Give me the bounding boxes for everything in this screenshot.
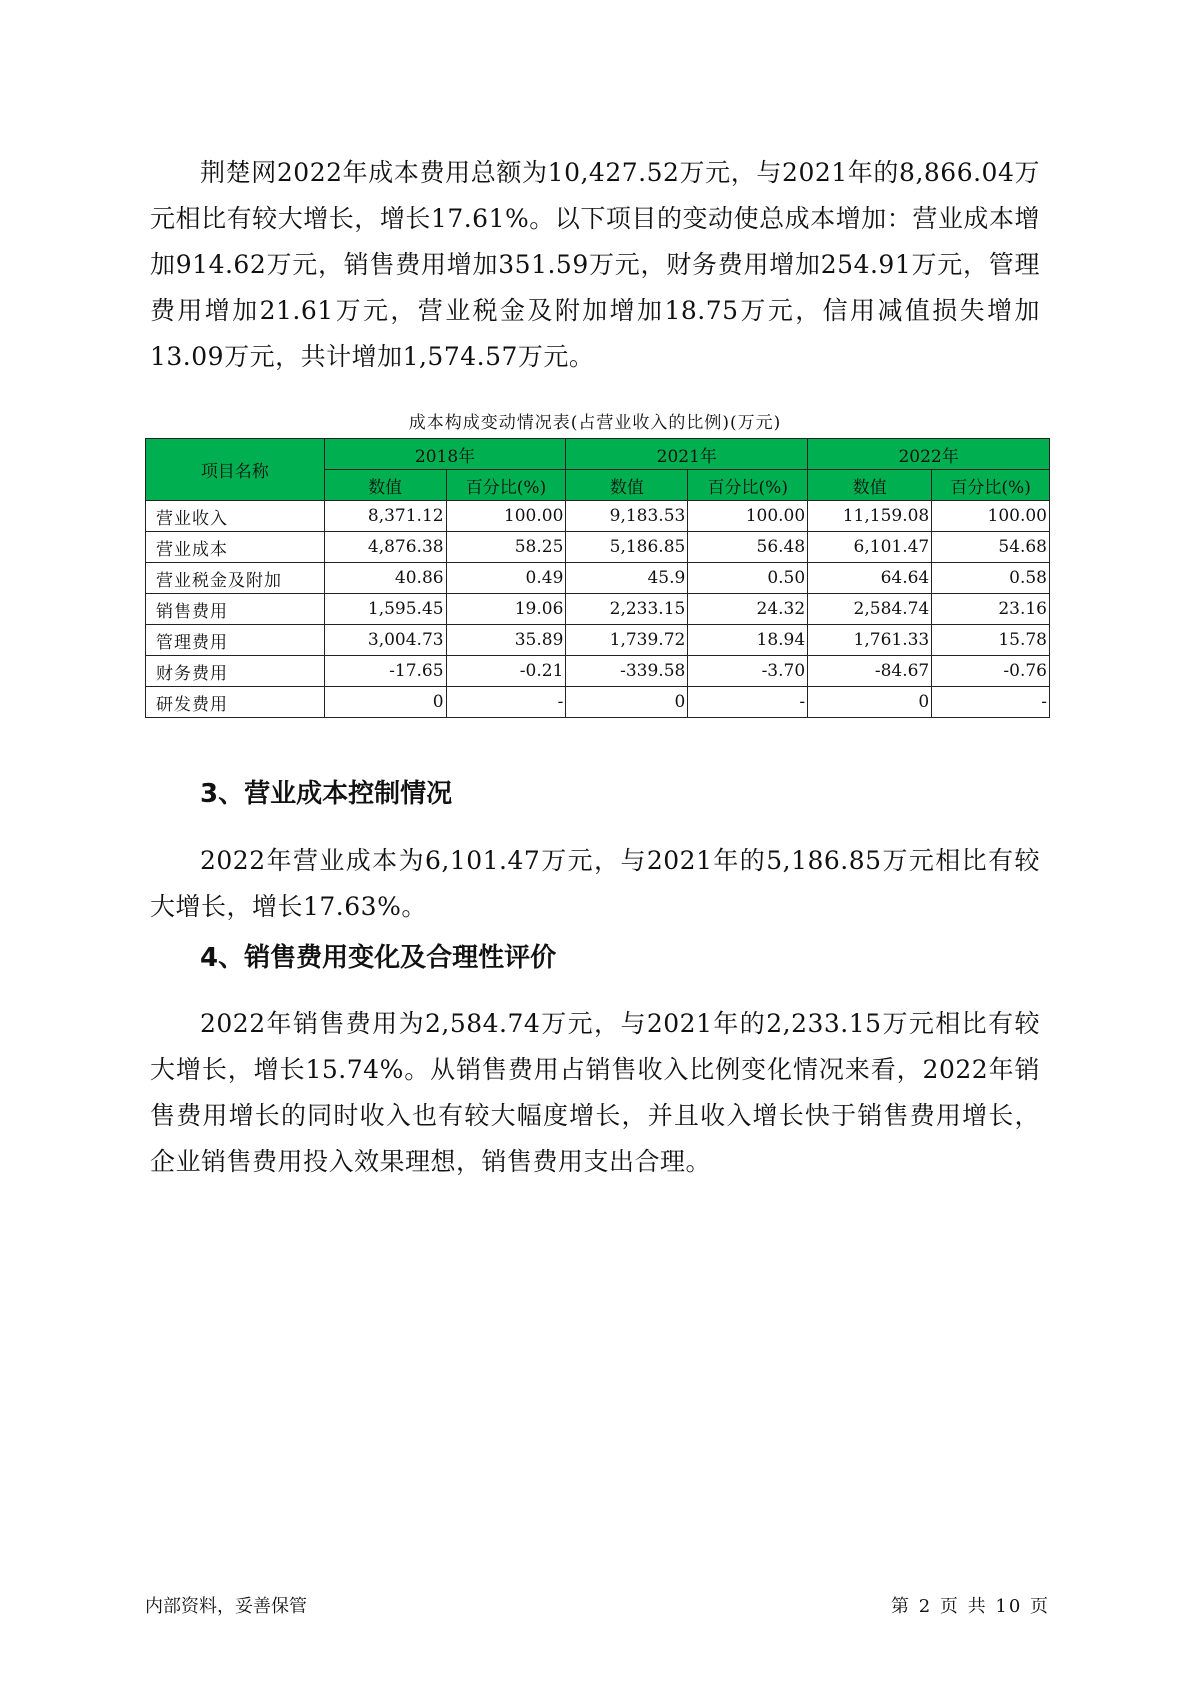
cell-percent: 0.50 <box>688 563 808 594</box>
cost-structure-table <box>145 438 1050 718</box>
cell-percent: 23.16 <box>932 594 1050 625</box>
header-item-name: 项目名称 <box>146 439 325 501</box>
cell-value: 8,371.12 <box>324 501 446 532</box>
cell-percent: -0.21 <box>446 656 566 687</box>
cell-value: 2,584.74 <box>808 594 932 625</box>
cell-percent: 24.32 <box>688 594 808 625</box>
cell-percent: - <box>932 687 1050 718</box>
cell-value: 5,186.85 <box>566 532 688 563</box>
cell-percent: -0.76 <box>932 656 1050 687</box>
header-percent: 百分比(%) <box>446 470 566 501</box>
cell-percent: 0.58 <box>932 563 1050 594</box>
cell-value: 6,101.47 <box>808 532 932 563</box>
cell-value: 3,004.73 <box>324 625 446 656</box>
cell-value: -84.67 <box>808 656 932 687</box>
header-percent: 百分比(%) <box>932 470 1050 501</box>
cell-value: 0 <box>566 687 688 718</box>
cell-percent: 15.78 <box>932 625 1050 656</box>
table-row <box>146 656 1050 687</box>
table-header-row-years <box>146 439 1050 470</box>
footer-page-number: 第 2 页 共 10 页 <box>891 1596 1050 1617</box>
row-name: 销售费用 <box>146 594 325 625</box>
cell-value: -17.65 <box>324 656 446 687</box>
table-row <box>146 563 1050 594</box>
cell-value: 45.9 <box>566 563 688 594</box>
table-row <box>146 501 1050 532</box>
table-caption: 成本构成变动情况表(占营业收入的比例)(万元) <box>408 413 782 433</box>
cell-value: 64.64 <box>808 563 932 594</box>
cell-value: 0 <box>808 687 932 718</box>
cell-value: 1,761.33 <box>808 625 932 656</box>
row-name: 营业税金及附加 <box>146 563 325 594</box>
row-name: 管理费用 <box>146 625 325 656</box>
cell-percent: 0.49 <box>446 563 566 594</box>
cell-value: 0 <box>324 687 446 718</box>
header-value: 数值 <box>808 470 932 501</box>
paragraph-cost-summary: 荆楚网2022年成本费用总额为10,427.52万元，与2021年的8,866.04万元相比有较大增长，增长17.61%。以下项目的变动使总成本增加：营业成本增加914.62万元，销售费用增加351.59万元，财务费用增加254.91万元，管理费用增加21.61万元，营业税金及附加增加18.75万元，信用减值损失增加13.09万元，共计增加1,574.57万元。 <box>150 158 1040 371</box>
header-value: 数值 <box>566 470 688 501</box>
section-heading-sales-expense: 4、销售费用变化及合理性评价 <box>200 943 557 973</box>
cell-percent: 100.00 <box>932 501 1050 532</box>
cell-percent: 100.00 <box>688 501 808 532</box>
cell-percent: -3.70 <box>688 656 808 687</box>
cell-percent: - <box>688 687 808 718</box>
table-row <box>146 625 1050 656</box>
header-percent: 百分比(%) <box>688 470 808 501</box>
cell-percent: 54.68 <box>932 532 1050 563</box>
paragraph-operating-cost: 2022年营业成本为6,101.47万元，与2021年的5,186.85万元相比有较大增长，增长17.63%。 <box>150 846 1040 921</box>
header-value: 数值 <box>324 470 446 501</box>
cell-percent: 100.00 <box>446 501 566 532</box>
cell-value: 40.86 <box>324 563 446 594</box>
cell-value: 11,159.08 <box>808 501 932 532</box>
header-year: 2021年 <box>566 439 808 470</box>
section-heading-operating-cost: 3、营业成本控制情况 <box>200 779 453 809</box>
table-row <box>146 594 1050 625</box>
table-row <box>146 532 1050 563</box>
cell-percent: 56.48 <box>688 532 808 563</box>
row-name: 研发费用 <box>146 687 325 718</box>
cell-value: -339.58 <box>566 656 688 687</box>
table-row <box>146 687 1050 718</box>
cell-value: 9,183.53 <box>566 501 688 532</box>
footer-confidential-note: 内部资料，妥善保管 <box>145 1596 307 1617</box>
cell-percent: 18.94 <box>688 625 808 656</box>
paragraph-sales-expense: 2022年销售费用为2,584.74万元，与2021年的2,233.15万元相比有较大增长，增长15.74%。从销售费用占销售收入比例变化情况来看，2022年销售费用增长的同时收入也有较大幅度增长，并且收入增长快于销售费用增长，企业销售费用投入效果理想，销售费用支出合理。 <box>150 1009 1040 1176</box>
row-name: 财务费用 <box>146 656 325 687</box>
cell-value: 1,739.72 <box>566 625 688 656</box>
header-year: 2018年 <box>324 439 566 470</box>
cell-value: 1,595.45 <box>324 594 446 625</box>
row-name: 营业成本 <box>146 532 325 563</box>
cell-percent: - <box>446 687 566 718</box>
cell-value: 4,876.38 <box>324 532 446 563</box>
header-year: 2022年 <box>808 439 1050 470</box>
cell-percent: 35.89 <box>446 625 566 656</box>
cell-percent: 19.06 <box>446 594 566 625</box>
row-name: 营业收入 <box>146 501 325 532</box>
cell-percent: 58.25 <box>446 532 566 563</box>
cell-value: 2,233.15 <box>566 594 688 625</box>
